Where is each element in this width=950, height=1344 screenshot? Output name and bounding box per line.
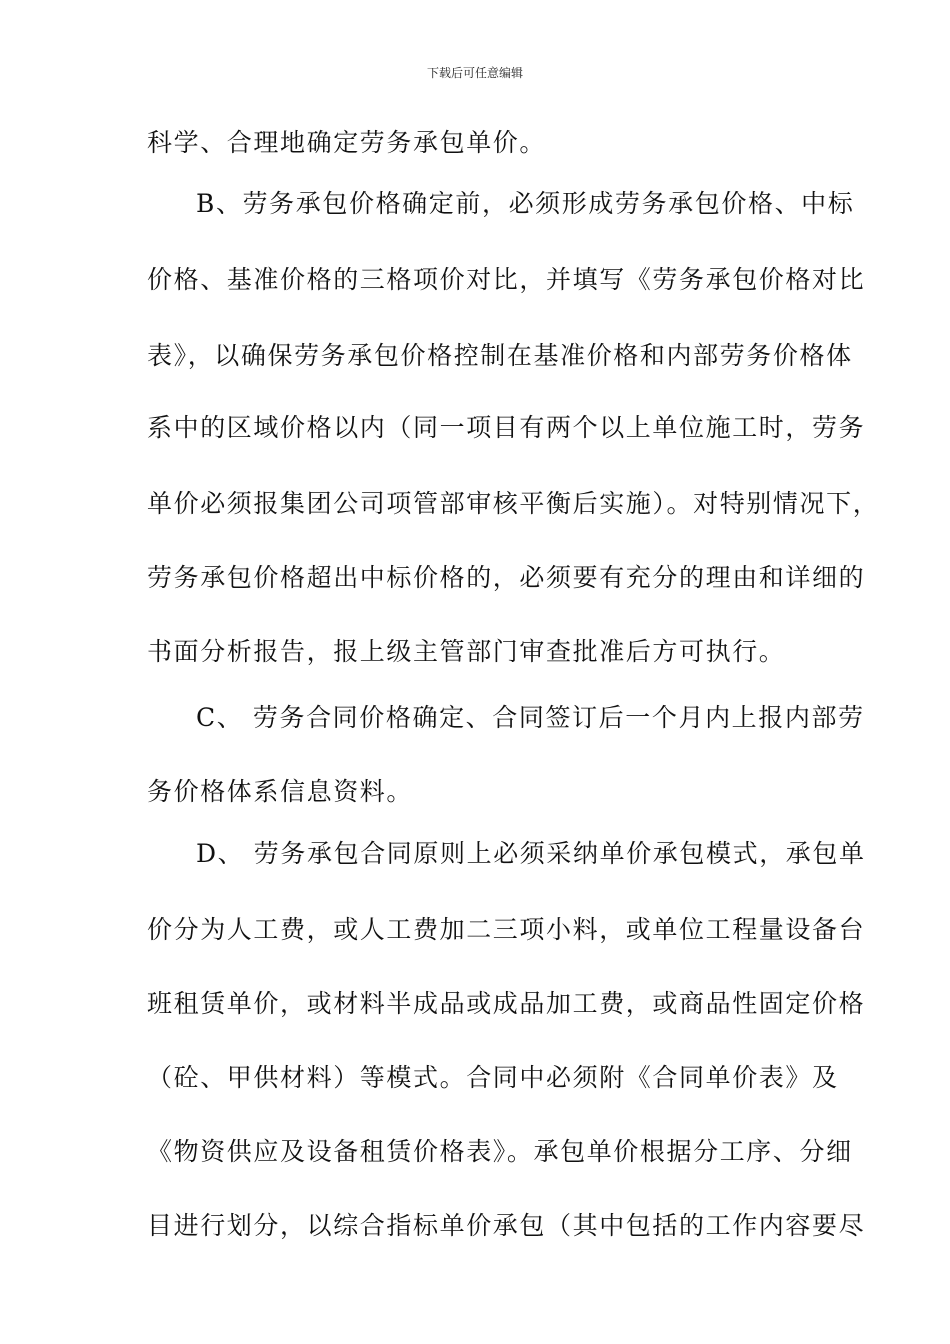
body-text-line: D、 劳务承包合同原则上必须采纳单价承包模式，承包单 — [196, 839, 866, 868]
body-text-line: 班租赁单价，或材料半成品或成品加工费，或商品性固定价格 — [147, 989, 866, 1018]
body-text-line: 务价格体系信息资料。 — [147, 777, 414, 806]
body-text-line: B、劳务承包价格确定前，必须形成劳务承包价格、中标 — [196, 189, 855, 218]
body-text-line: 科学、合理地确定劳务承包单价。 — [147, 128, 547, 157]
body-text-line: 目进行划分，以综合指标单价承包（其中包括的工作内容要尽 — [147, 1211, 866, 1240]
page-header: 下载后可任意编辑 — [426, 66, 523, 80]
body-text-line: 价分为人工费，或人工费加二三项小料，或单位工程量设备台 — [147, 915, 866, 944]
body-text-line: 价格、基准价格的三格项价对比，并填写《劳务承包价格对比 — [147, 265, 866, 294]
body-text-line: 劳务承包价格超出中标价格的，必须要有充分的理由和详细的 — [147, 563, 866, 592]
body-text-line: （砼、甲供材料）等模式。合同中必须附《合同单价表》及 — [147, 1063, 839, 1092]
body-text-line: 单价必须报集团公司项管部审核平衡后实施）。对特别情况下， — [147, 489, 880, 518]
body-text-line: 表》，以确保劳务承包价格控制在基准价格和内部劳务价格体 — [147, 341, 853, 370]
body-text-line: C、 劳务合同价格确定、合同签订后一个月内上报内部劳 — [196, 703, 865, 732]
body-text-line: 书面分析报告，报上级主管部门审查批准后方可执行。 — [147, 637, 786, 666]
body-text-line: 《物资供应及设备租赁价格表》。承包单价根据分工序、分细 — [147, 1137, 853, 1166]
body-text-line: 系中的区域价格以内（同一项目有两个以上单位施工时，劳务 — [147, 413, 866, 442]
